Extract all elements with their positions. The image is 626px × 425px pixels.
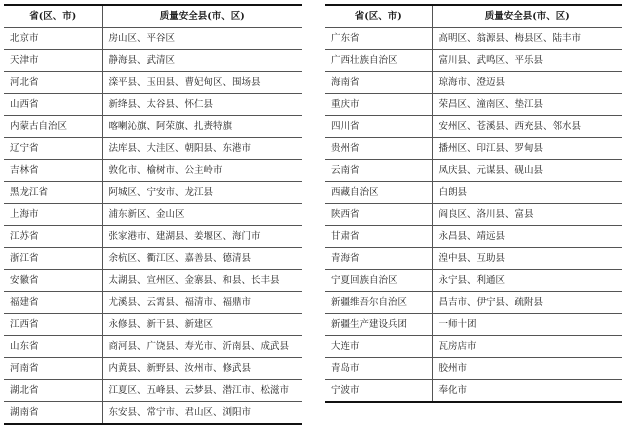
table-row	[325, 94, 622, 116]
table-row	[4, 204, 302, 226]
province-column-header: 省(区、市)	[325, 5, 432, 28]
counties-cell: 琼海市、澄迈县	[432, 72, 622, 94]
province-cell: 青海省	[325, 248, 432, 270]
county-column-header: 质量安全县(市、区)	[102, 5, 302, 28]
counties-cell: 法库县、大洼区、朝阳县、东港市	[102, 138, 302, 160]
table-row	[4, 270, 302, 292]
province-cell: 浙江省	[4, 248, 102, 270]
table-row	[325, 50, 622, 72]
province-cell: 河北省	[4, 72, 102, 94]
counties-cell: 湟中县、互助县	[432, 248, 622, 270]
left-table-body	[4, 5, 302, 424]
counties-cell: 播州区、印江县、罗甸县	[432, 138, 622, 160]
right-county-table	[325, 4, 622, 403]
counties-cell: 阿城区、宁安市、龙江县	[102, 182, 302, 204]
county-column-header: 质量安全县(市、区)	[432, 5, 622, 28]
province-cell: 湖南省	[4, 402, 102, 425]
counties-cell: 商河县、广饶县、寿光市、沂南县、成武县	[102, 336, 302, 358]
counties-cell: 凤庆县、元谋县、砚山县	[432, 160, 622, 182]
table-row	[4, 28, 302, 50]
province-cell: 宁波市	[325, 380, 432, 403]
counties-cell: 阎良区、洛川县、富县	[432, 204, 622, 226]
counties-cell: 尤溪县、云霄县、福清市、福鼎市	[102, 292, 302, 314]
table-row	[4, 292, 302, 314]
province-cell: 新疆维吾尔自治区	[325, 292, 432, 314]
province-cell: 江苏省	[4, 226, 102, 248]
counties-cell: 新绛县、太谷县、怀仁县	[102, 94, 302, 116]
table-row	[4, 72, 302, 94]
province-cell: 天津市	[4, 50, 102, 72]
province-cell: 陕西省	[325, 204, 432, 226]
table-row	[325, 204, 622, 226]
counties-cell: 滦平县、玉田县、曹妃甸区、围场县	[102, 72, 302, 94]
province-cell: 辽宁省	[4, 138, 102, 160]
table-row	[325, 28, 622, 50]
table-row	[325, 160, 622, 182]
counties-cell: 高明区、翁源县、梅县区、陆丰市	[432, 28, 622, 50]
table-row	[325, 182, 622, 204]
province-cell: 内蒙古自治区	[4, 116, 102, 138]
province-cell: 河南省	[4, 358, 102, 380]
province-cell: 四川省	[325, 116, 432, 138]
table-row	[325, 72, 622, 94]
table-row	[4, 138, 302, 160]
counties-cell: 昌吉市、伊宁县、疏附县	[432, 292, 622, 314]
province-cell: 黑龙江省	[4, 182, 102, 204]
province-cell: 山东省	[4, 336, 102, 358]
province-cell: 上海市	[4, 204, 102, 226]
province-cell: 贵州省	[325, 138, 432, 160]
province-cell: 广东省	[325, 28, 432, 50]
counties-cell: 敦化市、榆树市、公主岭市	[102, 160, 302, 182]
counties-cell: 喀喇沁旗、阿荣旗、扎赉特旗	[102, 116, 302, 138]
province-column-header: 省(区、市)	[4, 5, 102, 28]
province-cell: 宁夏回族自治区	[325, 270, 432, 292]
counties-cell: 永修县、新干县、新建区	[102, 314, 302, 336]
province-cell: 安徽省	[4, 270, 102, 292]
table-row	[4, 116, 302, 138]
province-cell: 广西壮族自治区	[325, 50, 432, 72]
counties-cell: 富川县、武鸣区、平乐县	[432, 50, 622, 72]
counties-cell: 奉化市	[432, 380, 622, 403]
table-row	[325, 336, 622, 358]
table-row	[4, 248, 302, 270]
counties-cell: 房山区、平谷区	[102, 28, 302, 50]
header-row	[4, 5, 302, 28]
counties-cell: 永宁县、利通区	[432, 270, 622, 292]
header-row	[325, 5, 622, 28]
counties-cell: 一师十团	[432, 314, 622, 336]
province-cell: 云南省	[325, 160, 432, 182]
table-row	[4, 402, 302, 425]
table-row	[4, 160, 302, 182]
table-row	[4, 94, 302, 116]
counties-cell: 内黄县、新野县、汝州市、修武县	[102, 358, 302, 380]
right-table-body	[325, 5, 622, 402]
table-row	[325, 292, 622, 314]
counties-cell: 静海县、武清区	[102, 50, 302, 72]
table-row	[4, 358, 302, 380]
province-cell: 新疆生产建设兵团	[325, 314, 432, 336]
province-cell: 大连市	[325, 336, 432, 358]
counties-cell: 太湖县、宣州区、金寨县、和县、长丰县	[102, 270, 302, 292]
table-row	[4, 226, 302, 248]
table-row	[325, 248, 622, 270]
province-cell: 海南省	[325, 72, 432, 94]
counties-cell: 余杭区、衢江区、嘉善县、德清县	[102, 248, 302, 270]
counties-cell: 浦东新区、金山区	[102, 204, 302, 226]
province-cell: 西藏自治区	[325, 182, 432, 204]
province-cell: 福建省	[4, 292, 102, 314]
counties-cell: 东安县、常宁市、君山区、浏阳市	[102, 402, 302, 425]
province-cell: 青岛市	[325, 358, 432, 380]
province-cell: 重庆市	[325, 94, 432, 116]
table-row	[4, 336, 302, 358]
province-cell: 吉林省	[4, 160, 102, 182]
table-row	[325, 314, 622, 336]
counties-cell: 江夏区、五峰县、云梦县、潜江市、松滋市	[102, 380, 302, 402]
table-row	[325, 138, 622, 160]
counties-cell: 张家港市、建湖县、姜堰区、海门市	[102, 226, 302, 248]
province-cell: 甘肃省	[325, 226, 432, 248]
province-cell: 山西省	[4, 94, 102, 116]
counties-cell: 荣昌区、潼南区、垫江县	[432, 94, 622, 116]
table-row	[4, 380, 302, 402]
counties-cell: 安州区、苍溪县、西充县、邻水县	[432, 116, 622, 138]
province-cell: 北京市	[4, 28, 102, 50]
table-row	[325, 270, 622, 292]
table-row	[4, 182, 302, 204]
province-cell: 江西省	[4, 314, 102, 336]
table-row	[4, 314, 302, 336]
table-row	[325, 116, 622, 138]
counties-cell: 瓦房店市	[432, 336, 622, 358]
table-row	[325, 358, 622, 380]
counties-cell: 白朗县	[432, 182, 622, 204]
counties-cell: 胶州市	[432, 358, 622, 380]
left-county-table	[4, 4, 302, 425]
table-row	[4, 50, 302, 72]
table-row	[325, 380, 622, 403]
province-cell: 湖北省	[4, 380, 102, 402]
counties-cell: 永昌县、靖远县	[432, 226, 622, 248]
table-row	[325, 226, 622, 248]
